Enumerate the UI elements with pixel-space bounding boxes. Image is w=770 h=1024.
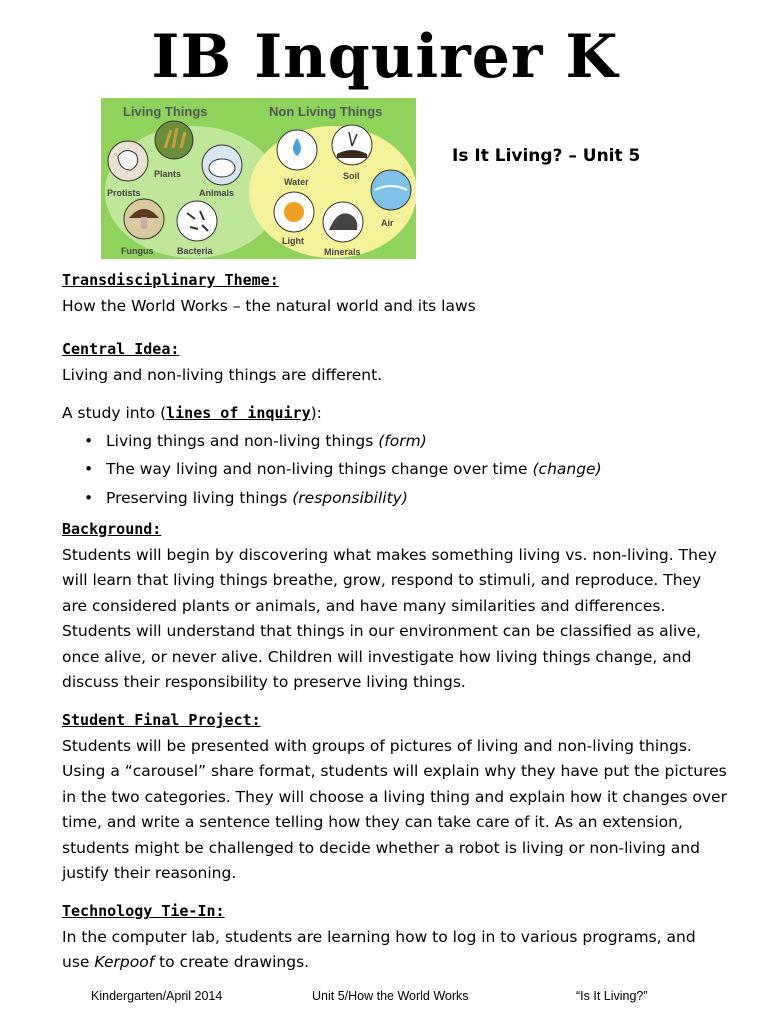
project-section xyxy=(62,708,727,887)
living-header: Living Things xyxy=(123,104,208,119)
list-item: • The way living and non-living things change over time (change) xyxy=(84,460,602,478)
svg-text:Bacteria: Bacteria xyxy=(177,246,213,256)
central-idea-text: Living and non-living things are different. xyxy=(62,365,383,384)
animal-icon xyxy=(209,159,235,177)
svg-text:Minerals: Minerals xyxy=(324,247,361,257)
svg-text:Soil: Soil xyxy=(343,171,360,181)
lines-of-inquiry-label: lines of inquiry xyxy=(166,404,311,422)
inquiry-intro: A study into (lines of inquiry): xyxy=(62,404,322,422)
footer-center: Unit 5/How the World Works xyxy=(312,989,469,1003)
background-section xyxy=(62,517,727,696)
technology-text: In the computer lab, students are learning how to log in to various programs, and use Kerpoof to create drawings. xyxy=(62,927,696,971)
page-title: IB Inquirer K xyxy=(151,22,619,92)
background-text: Students will begin by discovering what makes something living vs. non-living. They will learn that living things breathe, grow, respond to stimuli, and reproduce. They are considered plants or animals, and have many similarities and differences. Students will understand that things in our environment can be classified as alive, once alive, or never alive. Children will investigate how living things change, and discuss their responsibility to preserve living things. xyxy=(62,545,717,691)
svg-text:Protists: Protists xyxy=(107,188,141,198)
living-nonliving-venn-image xyxy=(101,98,416,259)
svg-text:Fungus: Fungus xyxy=(121,246,154,256)
inquiry-section xyxy=(62,401,727,511)
footer-left: Kindergarten/April 2014 xyxy=(91,989,223,1003)
background-heading: Background: xyxy=(62,520,162,538)
central-idea-heading: Central Idea: xyxy=(62,340,180,358)
nonliving-header: Non Living Things xyxy=(269,104,383,119)
inquiry-list xyxy=(62,429,727,512)
technology-heading: Technology Tie-In: xyxy=(62,902,225,920)
footer-right: “Is It Living?” xyxy=(576,989,648,1003)
project-heading: Student Final Project: xyxy=(62,711,261,729)
project-text: Students will be presented with groups of pictures of living and non-living things. Using a “carousel” share format, students will explain why they have put the pictures in the two categories. They will choose a living thing and explain how it changes over time, and write a sentence telling how they can take care of it. As an extension, students might be challenged to decide whether a robot is living or non-living and justify their reasoning. xyxy=(62,736,727,882)
technology-section xyxy=(62,899,727,976)
list-item: • Living things and non-living things (form) xyxy=(84,431,427,450)
svg-text:Air: Air xyxy=(381,218,394,228)
kerpoof-name: Kerpoof xyxy=(94,953,155,971)
svg-text:Plants: Plants xyxy=(154,169,182,179)
svg-text:Light: Light xyxy=(282,236,304,246)
theme-text: How the World Works – the natural world and its laws xyxy=(62,296,476,315)
theme-section xyxy=(62,268,727,319)
theme-heading: Transdisciplinary Theme: xyxy=(62,271,279,289)
list-item: • Preserving living things (responsibility) xyxy=(84,488,408,507)
unit-heading: Is It Living? – Unit 5 xyxy=(452,146,641,166)
svg-text:Water: Water xyxy=(284,177,309,187)
central-idea-section xyxy=(62,337,727,388)
sun-icon xyxy=(284,202,304,222)
svg-text:Animals: Animals xyxy=(199,188,235,198)
